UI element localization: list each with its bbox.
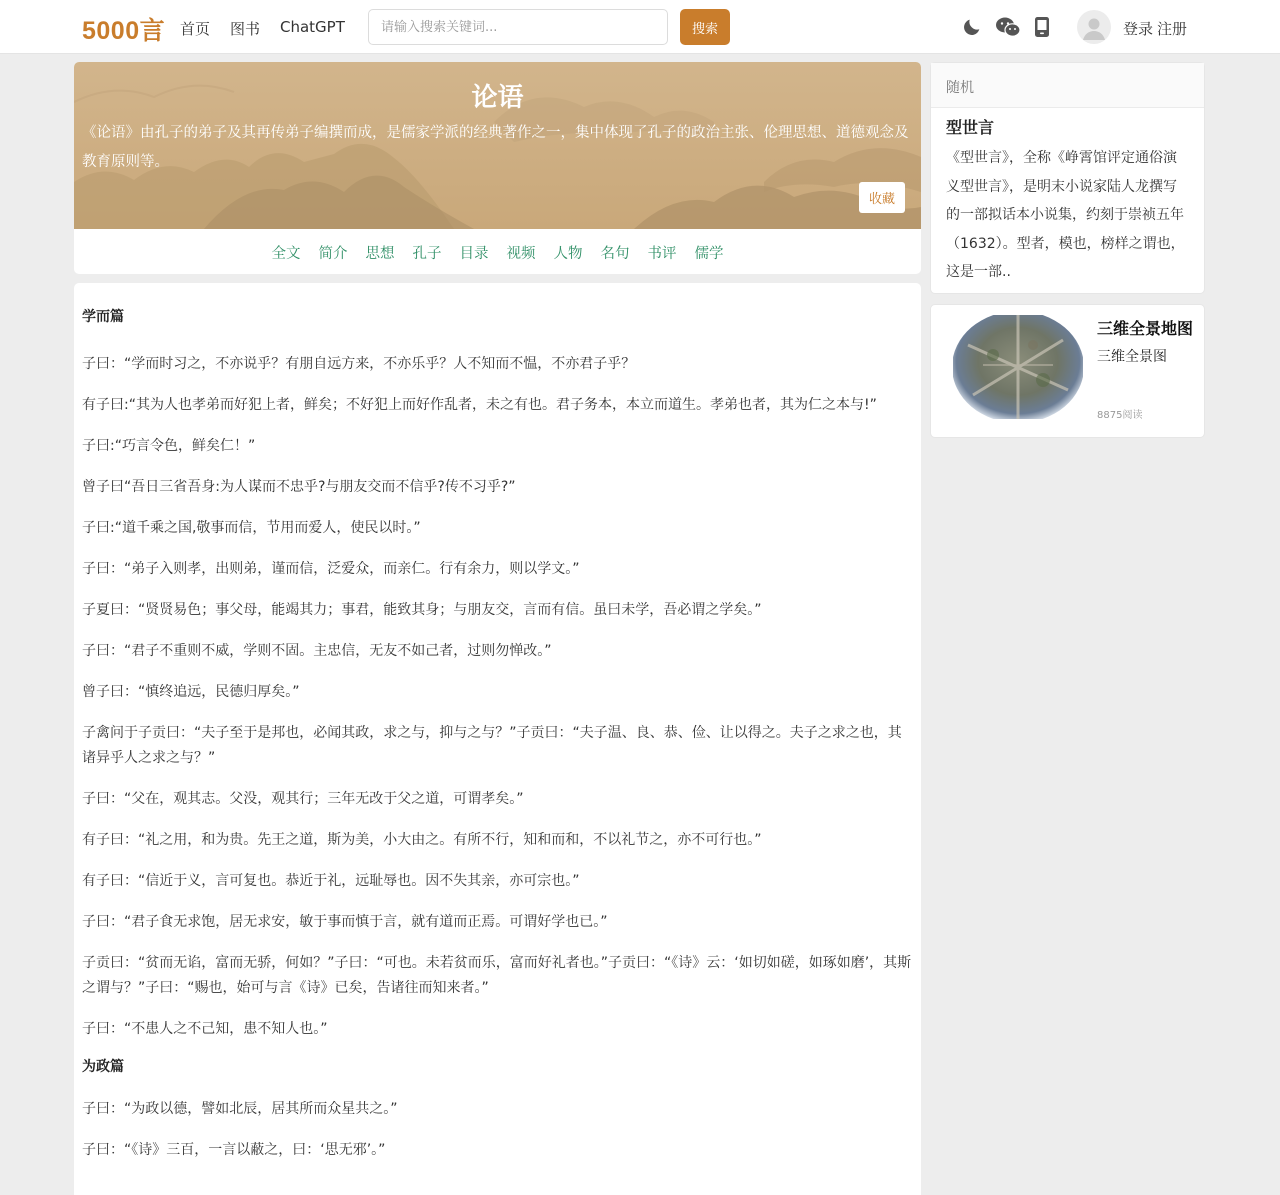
nav-home[interactable]: 首页 bbox=[180, 20, 211, 38]
tab-confucius[interactable]: 孔子 bbox=[412, 246, 442, 262]
tab-contents[interactable]: 目录 bbox=[459, 246, 489, 262]
book-tabs bbox=[74, 242, 921, 263]
favorite-button[interactable]: 收藏 bbox=[859, 182, 905, 213]
paragraph: 子曰:“道千乘之国,敬事而信，节用而爱人，使民以时。” bbox=[82, 520, 421, 536]
random-book-title[interactable]: 型世言 bbox=[946, 118, 995, 137]
paragraph: 子禽问于子贡曰：“夫子至于是邦也，必闻其政，求之与，抑与之与？”子贡曰：“夫子温、良、恭、俭、让以得之。夫子之求之也，其诸异乎人之求之与？” bbox=[82, 725, 902, 766]
paragraph: 子曰:“巧言令色，鲜矣仁！” bbox=[82, 438, 256, 454]
paragraph: 子曰：“为政以德，譬如北辰，居其所而众星共之。” bbox=[82, 1101, 398, 1117]
panorama-title[interactable]: 三维全景地图 bbox=[1097, 319, 1194, 338]
paragraph: 有子曰：“礼之用，和为贵。先王之道，斯为美，小大由之。有所不行，知和而和，不以礼节之，亦不可行也。” bbox=[82, 832, 762, 848]
paragraph: 有子曰:“其为人也孝弟而好犯上者，鲜矣；不好犯上而好作乱者，未之有也。君子务本，本立而道生。孝弟也者，其为仁之本与!” bbox=[82, 397, 877, 413]
read-count: 8875阅读 bbox=[1097, 410, 1143, 421]
top-navbar bbox=[0, 0, 1280, 54]
paragraph: 子曰：“学而时习之，不亦说乎？有朋自远方来，不亦乐乎？人不知而不愠，不亦君子乎？ bbox=[82, 356, 636, 372]
book-header-card bbox=[74, 62, 921, 274]
search-input[interactable] bbox=[368, 9, 668, 45]
tab-thought[interactable]: 思想 bbox=[365, 246, 395, 262]
login-link[interactable]: 登录 bbox=[1123, 20, 1154, 38]
random-header: 随机 bbox=[931, 63, 1204, 108]
section-title: 学而篇 bbox=[82, 309, 124, 325]
register-link[interactable]: 注册 bbox=[1157, 20, 1188, 38]
panorama-card[interactable] bbox=[930, 304, 1205, 438]
search-button[interactable]: 搜索 bbox=[680, 9, 730, 45]
paragraph: 子贡曰：“贫而无谄，富而无骄，何如？”子曰：“可也。未若贫而乐，富而好礼者也。”子贡曰：“《诗》云：‘如切如磋，如琢如磨’，其斯之谓与？”子曰：“赐也，始可与言《诗》已矣，告诸往而知来者。” bbox=[82, 955, 912, 996]
mobile-icon[interactable] bbox=[1030, 15, 1054, 39]
book-content bbox=[74, 283, 921, 1195]
tab-video[interactable]: 视频 bbox=[506, 246, 536, 262]
paragraph: 子曰：“君子食无求饱，居无求安，敏于事而慎于言，就有道而正焉。可谓好学也已。” bbox=[82, 914, 608, 930]
paragraph: 子夏曰：“贤贤易色；事父母，能竭其力；事君，能致其身；与朋友交，言而有信。虽曰未学，吾必谓之学矣。” bbox=[82, 602, 762, 618]
tab-quotes[interactable]: 名句 bbox=[600, 246, 630, 262]
tab-confucianism[interactable]: 儒学 bbox=[694, 246, 724, 262]
paragraph: 子曰：“弟子入则孝，出则弟，谨而信，泛爱众，而亲仁。行有余力，则以学文。” bbox=[82, 561, 580, 577]
book-title: 论语 bbox=[471, 83, 524, 113]
random-book-summary: 《型世言》，全称《峥霄馆评定通俗演义型世言》，是明末小说家陆人龙撰写的一部拟话本小说集，约刻于崇祯五年（1632）。型者，模也，榜样之谓也，这是一部.. bbox=[946, 150, 1185, 280]
paragraph: 子曰：“《诗》三百，一言以蔽之，曰：‘思无邪’。” bbox=[82, 1142, 386, 1158]
paragraph: 子曰：“君子不重则不威，学则不固。主忠信，无友不如己者，过则勿惮改。” bbox=[82, 643, 552, 659]
avatar-icon[interactable] bbox=[1077, 10, 1111, 44]
moon-icon[interactable] bbox=[960, 15, 984, 39]
book-description: 《论语》由孔子的弟子及其再传弟子编撰而成，是儒家学派的经典著作之一，集中体现了孔子的政治主张、伦理思想、道德观念及教育原则等。 bbox=[82, 125, 909, 170]
paragraph: 子曰：“不患人之不己知，患不知人也。” bbox=[82, 1021, 328, 1037]
section-title: 为政篇 bbox=[82, 1059, 124, 1075]
tab-fulltext[interactable]: 全文 bbox=[271, 246, 301, 262]
book-banner bbox=[74, 62, 921, 229]
tab-reviews[interactable]: 书评 bbox=[647, 246, 677, 262]
wechat-icon[interactable] bbox=[994, 15, 1022, 39]
paragraph: 曾子曰“吾日三省吾身:为人谋而不忠乎?与朋友交而不信乎?传不习乎?” bbox=[82, 479, 516, 495]
tab-intro[interactable]: 简介 bbox=[318, 246, 348, 262]
tab-people[interactable]: 人物 bbox=[553, 246, 583, 262]
panorama-thumbnail[interactable] bbox=[953, 315, 1083, 419]
panorama-subtitle: 三维全景图 bbox=[1097, 349, 1167, 365]
paragraph: 子曰：“父在，观其志。父没，观其行；三年无改于父之道，可谓孝矣。” bbox=[82, 791, 524, 807]
random-book-card bbox=[930, 62, 1205, 294]
nav-chatgpt[interactable]: ChatGPT bbox=[280, 18, 345, 36]
site-logo[interactable]: 5000言 bbox=[82, 17, 166, 45]
nav-books[interactable]: 图书 bbox=[230, 20, 261, 38]
paragraph: 有子曰：“信近于义，言可复也。恭近于礼，远耻辱也。因不失其亲，亦可宗也。” bbox=[82, 873, 580, 889]
paragraph: 曾子曰：“慎终追远，民德归厚矣。” bbox=[82, 684, 300, 700]
